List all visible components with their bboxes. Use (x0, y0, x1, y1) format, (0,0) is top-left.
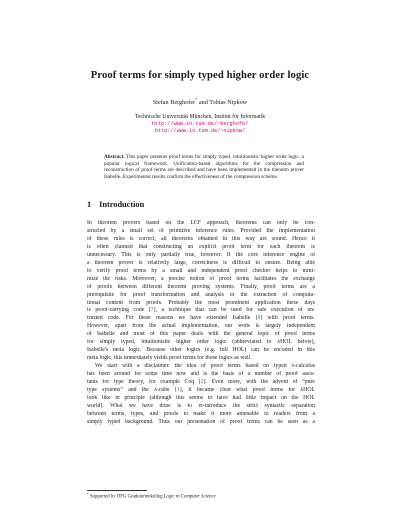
author-line (0, 96, 400, 106)
url-berghofe[interactable]: http://www.in.tum.de/~berghofe/ (151, 121, 249, 128)
abstract-label: Abstract. (104, 154, 125, 160)
url-nipkow[interactable]: http://www.in.tum.de/~nipkow/ (154, 128, 246, 135)
paper-title: Proof terms for simply typed higher order logic (90, 70, 310, 81)
footnote (87, 494, 216, 500)
text-line (87, 387, 315, 395)
text-segment: is proof-carrying code [ (87, 307, 151, 314)
text-line (87, 379, 315, 387)
text-line: Isabelle's meta logic. Because other logics (e.g. full HOL) can be encoded in this (87, 347, 315, 354)
abstract (104, 154, 304, 180)
text-line: world). What we have done is to re-introduce the strict syntactic separation (87, 402, 315, 409)
paragraph-2 (87, 363, 315, 427)
text-line: between terms, types, and proofs to make it more amenable to readers from a (87, 410, 315, 417)
text-line: to verify proof terms by a small and independent proof checker helps to mini- (87, 267, 315, 274)
section-number: 1 (87, 200, 92, 209)
text-line (87, 315, 315, 323)
text-segment: ] with proof terms. (260, 315, 315, 322)
text-line (87, 307, 315, 315)
abstract-text: This paper presents proof terms for simply typed, intuitionistic higher order logic, a popular logical framework. Unification-based algorithms for the compression and reconstruction of proof terms are described and have been implemented in the theorem prover Isabelle. Experimental results confirm the effectiveness of the compression scheme. (104, 154, 304, 180)
body-text (87, 220, 315, 427)
text-line: is often claimed that constructing an explicit proof term for each theorem is (87, 243, 315, 250)
text-line: a theorem prover is relatively large, correctness is difficult to ensure. Being able (87, 259, 315, 266)
author-2: and Tobias Nipkow (197, 99, 248, 106)
footnote-text: Supported by DFG Graduiertenkolleg (88, 494, 164, 500)
footnote-mark: * (87, 492, 89, 496)
text-segment: ]. Even more, with the advent of “pure (203, 379, 315, 386)
text-line: meta logic, this immediately yields proof terms for those logics as well. (87, 355, 252, 362)
text-line: simply typed background. Thus our presentation of proof terms can be seen as a (87, 418, 315, 425)
text-segment: ], it became clear what proof terms for λHOL (179, 387, 315, 394)
text-line: structed by a small set of primitive inference rules. Provided the implementation (87, 227, 315, 234)
section-heading (87, 200, 144, 209)
citation-link[interactable]: 2 (200, 379, 204, 386)
text-line: However, apart from the actual implementation, our work is largely independent (87, 323, 315, 330)
author-1: Stefan Berghofer (152, 99, 196, 106)
text-segment: trusted code. For these reasons we have extended Isabelle [ (87, 315, 258, 322)
section-title: Introduction (99, 200, 145, 209)
affiliation: Technische Universität München, Institut für Informatik (134, 114, 266, 120)
text-line: of these rules is correct, all theorems obtained in this way are sound. Hence it (87, 235, 315, 242)
paragraph-1 (87, 220, 315, 363)
text-line: unnecessary. This is only partially true, however. If the core inference engine of (87, 251, 315, 258)
citation-link[interactable]: 8 (257, 315, 261, 322)
text-line: has been around for some time now and is the basis of a number of proof assis- (87, 371, 315, 378)
text-line: for simply typed, intuitionistic higher order logic (abbreviated to λHOL below), (87, 339, 315, 346)
text-line: In theorem provers based on the LCF approach, theorems can only be con- (87, 220, 315, 226)
footnote-rule (87, 490, 147, 491)
text-line: tional content from proofs. Probably the most prominent application these days (87, 299, 315, 306)
text-segment: type systems” and the λ-cube [ (87, 387, 177, 394)
text-line: prerequisite for proof transformation and analysis or the extraction of computa- (87, 291, 315, 298)
footnote-emphasis: Logic in Computer Science (163, 494, 216, 500)
citation-link[interactable]: 7 (150, 307, 154, 314)
text-segment: ], a technique that can be used for safe execution of un- (153, 307, 315, 314)
text-line: mize the risks. Moreover, a precise notion of proof terms facilitates the exchange (87, 275, 315, 282)
text-line: of Isabelle and most of this paper deals with the general topic of proof terms (87, 331, 315, 338)
affiliation-block (0, 114, 400, 136)
citation-link[interactable]: 1 (176, 387, 180, 394)
text-line: of proofs between different theorem proving systems. Finally, proof terms are a (87, 283, 315, 290)
text-segment: tants for type theory, for example Coq [ (87, 379, 201, 386)
text-line: We start with a disclaimer: the idea of proof terms based on typed λ-calculus (95, 363, 315, 370)
text-line: look like in principle (although this seems to have had little impact on the HOL (87, 394, 315, 401)
author-footnote-mark: * (195, 96, 198, 102)
